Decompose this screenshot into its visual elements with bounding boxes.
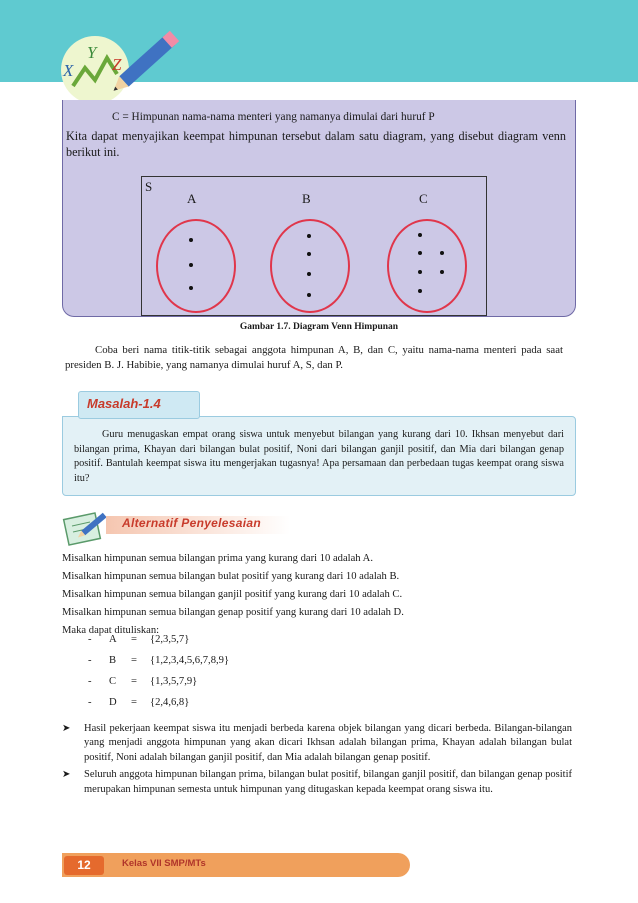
conclusion-bullets [62, 722, 572, 800]
set-dash: - [88, 655, 92, 666]
set-name: A [109, 634, 117, 645]
set-value: {1,2,3,4,5,6,7,8,9} [150, 655, 230, 666]
bullet-item [62, 722, 572, 765]
arrow-bullet-icon: ➤ [62, 769, 71, 781]
element-dot [307, 234, 311, 238]
set-value: {1,3,5,7,9} [150, 676, 198, 687]
venn-diagram [141, 176, 487, 316]
element-dot [189, 238, 193, 242]
set-list [88, 634, 229, 718]
circle-set-b [270, 219, 350, 313]
footer-bar [62, 853, 410, 877]
solution-lines [62, 550, 572, 640]
universe-label: S [145, 179, 153, 194]
set-dash: - [88, 634, 92, 645]
element-dot [418, 270, 422, 274]
set-c-definition: C = Himpunan nama-nama menteri yang namanya dimulai dari huruf P [112, 111, 435, 123]
set-label-b: B [302, 191, 311, 206]
page-number: 12 [64, 856, 104, 875]
set-value: {2,4,6,8} [150, 697, 190, 708]
set-value: {2,3,5,7} [150, 634, 190, 645]
set-equals: = [131, 634, 137, 645]
solution-pencil-icon [60, 506, 110, 546]
logo-letter-x: X [63, 61, 74, 80]
element-dot [189, 263, 193, 267]
set-dash: - [88, 676, 92, 687]
set-label-a: A [187, 191, 197, 206]
element-dot [189, 286, 193, 290]
bullet-text: Hasil pekerjaan keempat siswa itu menjadi berbeda karena objek bilangan yang dicari berbeda. Bilangan-bilangan yang menjadi anggota himpunan yang akan dicari Ikhsan adalah bilangan prima, Khayan adalah bilangan bulat positif, Noni adalah bilangan ganjil positif, dan Mia adalah bilangan genap positif. [84, 723, 572, 763]
element-dot [418, 251, 422, 255]
set-row-a [88, 634, 229, 655]
set-equals: = [131, 676, 137, 687]
element-dot [418, 233, 422, 237]
masalah-title: Masalah-1.4 [87, 396, 161, 411]
element-dot [307, 293, 311, 297]
masalah-tab [78, 391, 200, 419]
solution-line: Maka dapat dituliskan: [62, 625, 160, 636]
set-row-b [88, 655, 229, 676]
exercise-paragraph: Coba beri nama titik-titik sebagai anggota himpunan A, B, dan C, yaitu nama-nama menteri pada saat presiden B. J. Habibie, yang namanya dimulai huruf A, S, dan P. [65, 344, 563, 371]
set-name: B [109, 655, 117, 666]
masalah-text: Guru menugaskan empat orang siswa untuk menyebut bilangan yang kurang dari 10. Ikhsan menyebut dari bilangan prima, Khayan dari bilangan bulat positif, Noni dari bilangan ganjil positif, dan Mia dari bilangan genap positif. Bantulah keempat siswa itu mengerjakan tugasnya! Apa persamaan dan perbedaan tugas keempat orang siswa itu? [74, 429, 564, 484]
set-name: C [109, 676, 117, 687]
element-dot [307, 272, 311, 276]
element-dot [440, 251, 444, 255]
logo-letter-y: Y [87, 43, 97, 62]
circle-set-a [156, 219, 236, 313]
set-equals: = [131, 697, 137, 708]
arrow-bullet-icon: ➤ [62, 723, 71, 734]
book-title: Kelas VII SMP/MTs [122, 858, 206, 869]
element-dot [418, 289, 422, 293]
logo-letter-z: Z [112, 55, 122, 74]
solution-line: Misalkan himpunan semua bilangan prima yang kurang dari 10 adalah A. [62, 553, 373, 564]
circle-set-c [387, 219, 467, 313]
set-equals: = [131, 655, 137, 666]
solution-line: Misalkan himpunan semua bilangan bulat positif yang kurang dari 10 adalah B. [62, 571, 400, 582]
element-dot [440, 270, 444, 274]
set-row-c [88, 676, 229, 697]
element-dot [307, 252, 311, 256]
set-label-c: C [419, 191, 428, 206]
xyz-pencil-logo [55, 18, 195, 113]
set-row-d [88, 697, 229, 718]
solution-title: Alternatif Penyelesaian [122, 516, 261, 530]
bullet-text: Seluruh anggota himpunan bilangan prima, bilangan bulat positif, bilangan ganjil positif, dan bilangan genap positif merupakan himpunan semesta untuk himpunan yang ditugaskan kepada keempat orang siswa itu. [84, 769, 572, 795]
set-name: D [109, 697, 117, 708]
bullet-item [62, 768, 572, 797]
venn-intro-paragraph: Kita dapat menyajikan keempat himpunan tersebut dalam satu diagram, yang disebut diagram venn berikut ini. [66, 129, 566, 159]
solution-line: Misalkan himpunan semua bilangan ganjil positif yang kurang dari 10 adalah C. [62, 589, 403, 600]
solution-line: Misalkan himpunan semua bilangan genap positif yang kurang dari 10 adalah D. [62, 607, 404, 618]
figure-caption: Gambar 1.7. Diagram Venn Himpunan [239, 322, 399, 332]
set-dash: - [88, 697, 92, 708]
